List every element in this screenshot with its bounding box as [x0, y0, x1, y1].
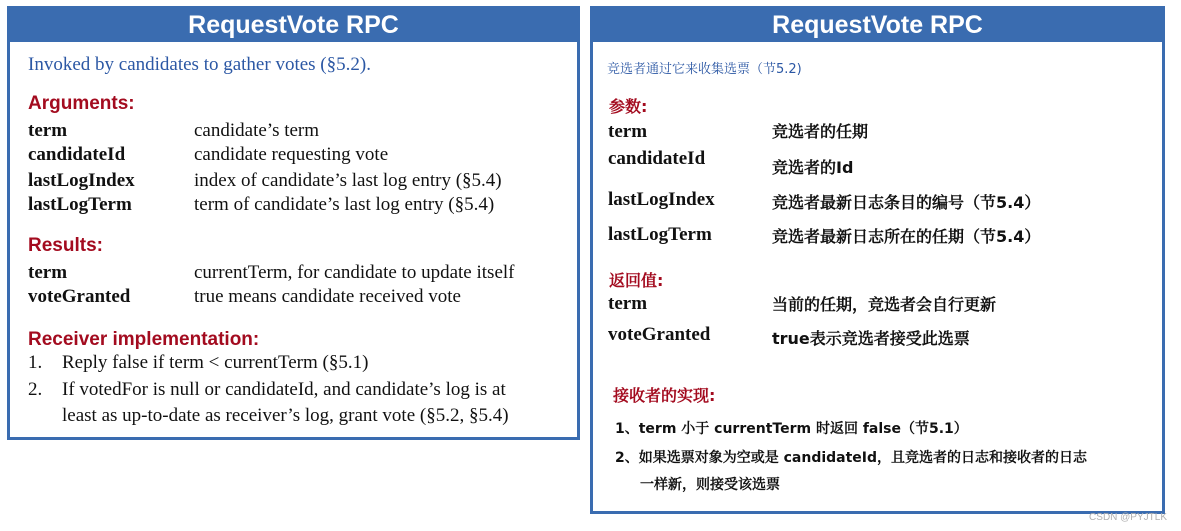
right-step-text: 2、如果选票对象为空或是 candidateId，且竞选者的日志和接收者的日志: [615, 450, 1088, 466]
left-arguments-heading: Arguments:: [28, 93, 135, 114]
right-panel: [590, 6, 1165, 514]
left-arg-name: term: [28, 120, 68, 141]
left-arg-name: candidateId: [28, 144, 126, 165]
left-result-desc: true means candidate received vote: [194, 286, 461, 307]
left-arg-desc: index of candidate’s last log entry (§5.4): [194, 170, 502, 191]
right-step-text: 1、term 小于 currentTerm 时返回 false（节5.1）: [615, 421, 968, 437]
right-arg-name: candidateId: [608, 148, 706, 169]
right-arg-desc: 竞选者的Id: [772, 158, 854, 177]
left-step-text: least as up-to-date as receiver’s log, grant vote (§5.2, §5.4): [62, 405, 509, 426]
right-arg-desc: 竞选者最新日志所在的任期（节5.4）: [772, 227, 1041, 246]
left-arg-desc: term of candidate’s last log entry (§5.4): [194, 194, 495, 215]
left-step-number: 1.: [28, 352, 43, 373]
left-intro: Invoked by candidates to gather votes (§5.2).: [28, 54, 371, 75]
right-result-name: voteGranted: [608, 324, 711, 345]
left-receiver-heading: Receiver implementation:: [28, 329, 260, 350]
right-results-heading: 返回值:: [609, 271, 664, 290]
left-result-name: voteGranted: [28, 286, 131, 307]
left-arg-name: lastLogIndex: [28, 170, 135, 191]
right-arg-desc: 竞选者最新日志条目的编号（节5.4）: [772, 193, 1041, 212]
right-step-text: 一样新，则接受该选票: [640, 477, 780, 493]
right-arg-name: lastLogTerm: [608, 224, 712, 245]
left-result-name: term: [28, 262, 68, 283]
left-arg-name: lastLogTerm: [28, 194, 132, 215]
left-step-text: Reply false if term < currentTerm (§5.1): [62, 352, 369, 373]
right-intro: 竞选者通过它来收集选票（节5.2): [607, 62, 802, 77]
left-step-number: 2.: [28, 379, 43, 400]
left-results-heading: Results:: [28, 235, 103, 256]
right-result-name: term: [608, 293, 648, 314]
left-arg-desc: candidate requesting vote: [194, 144, 389, 165]
watermark: CSDN @PYJTLK: [1089, 512, 1167, 523]
left-panel-title: RequestVote RPC: [10, 9, 577, 42]
right-panel-title: RequestVote RPC: [593, 9, 1162, 42]
right-result-desc: 当前的任期，竞选者会自行更新: [772, 295, 997, 314]
left-panel: [7, 6, 580, 440]
left-step-text: If votedFor is null or candidateId, and candidate’s log is at: [62, 379, 506, 400]
right-receiver-heading: 接收者的实现:: [613, 386, 716, 405]
left-result-desc: currentTerm, for candidate to update itself: [194, 262, 515, 283]
right-result-desc: true表示竞选者接受此选票: [772, 329, 970, 348]
right-arg-name: lastLogIndex: [608, 189, 715, 210]
right-arg-desc: 竞选者的任期: [772, 122, 869, 141]
right-arguments-heading: 参数:: [609, 97, 648, 116]
right-arg-name: term: [608, 121, 648, 142]
left-arg-desc: candidate’s term: [194, 120, 320, 141]
